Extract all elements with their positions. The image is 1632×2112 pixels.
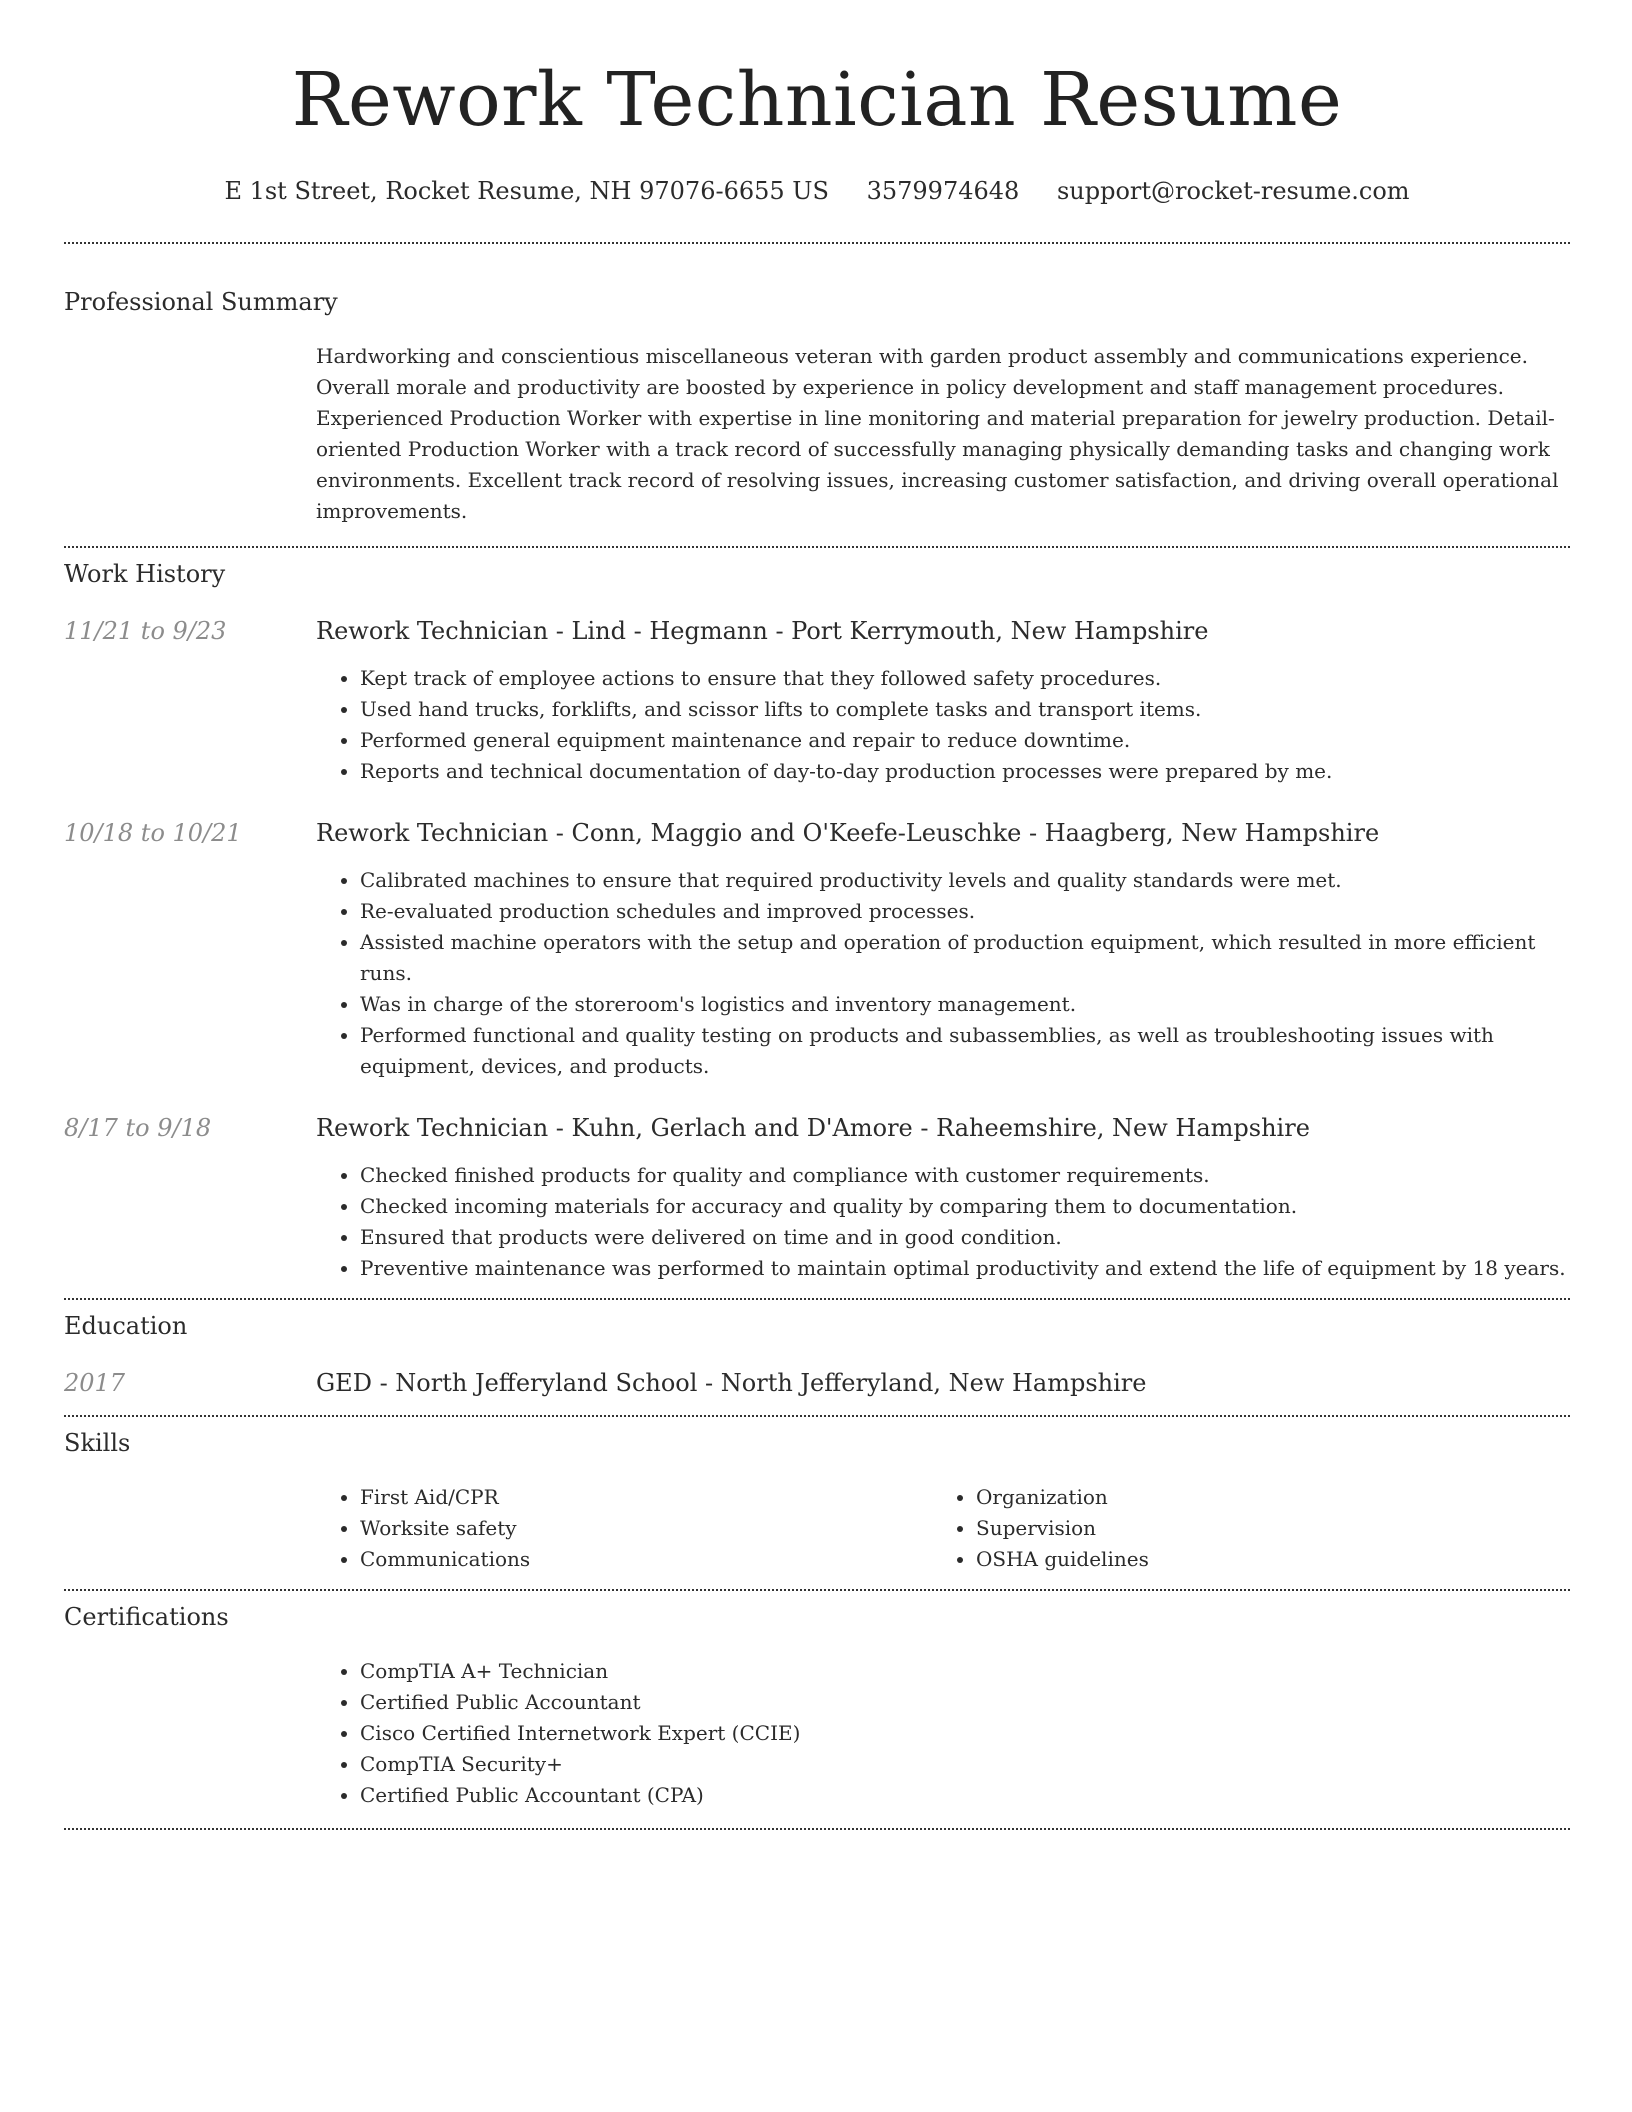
contact-email: support@rocket-resume.com [1056, 177, 1410, 205]
list-item: • CompTIA Security+ [360, 1749, 1570, 1780]
list-item: • Re-evaluated production schedules and improved processes. [360, 896, 1570, 927]
skills-right-column [932, 1482, 1548, 1575]
certifications-heading: Certifications [64, 1603, 229, 1631]
skills-left-column [316, 1482, 932, 1575]
education-degree: GED - North Jefferyland School - North Jefferyland, New Hampshire [316, 1369, 1147, 1397]
list-item: • Assisted machine operators with the setup and operation of production equipment, which resulted in more efficient runs. [360, 927, 1570, 989]
education-section [64, 1311, 1570, 1399]
job-dates: 11/21 to 9/23 [64, 617, 227, 645]
list-item: • First Aid/CPR [360, 1482, 932, 1513]
divider [64, 546, 1570, 548]
job-dates: 10/18 to 10/21 [64, 819, 242, 847]
list-item: • Supervision [976, 1513, 1548, 1544]
list-item: • Calibrated machines to ensure that required productivity levels and quality standards were met. [360, 865, 1570, 896]
contact-phone: 3579974648 [866, 177, 1020, 205]
summary-text: Hardworking and conscientious miscellaneous veteran with garden product assembly and communications experience. Overall morale and productivity are boosted by experience in policy development and staff management procedures. Experienced Production Worker with expertise in line monitoring and material preparation for jewelry production. Detail-oriented Production Worker with a track record of successfully managing physically demanding tasks and changing work environments. Excellent track record of resolving issues, increasing customer satisfaction, and driving overall operational improvements. [316, 344, 1559, 523]
contact-line [64, 176, 1570, 206]
list-item: • Certified Public Accountant [360, 1687, 1570, 1718]
list-item: • Preventive maintenance was performed to maintain optimal productivity and extend the life of equipment by 18 years. [360, 1253, 1570, 1284]
job-title: Rework Technician - Kuhn, Gerlach and D'Amore - Raheemshire, New Hampshire [316, 1114, 1310, 1142]
list-item: • Organization [976, 1482, 1548, 1513]
job-header [64, 615, 1570, 647]
job-entry [64, 615, 1570, 787]
skills-heading: Skills [64, 1429, 131, 1457]
divider [64, 1415, 1570, 1417]
summary-heading: Professional Summary [64, 288, 338, 316]
job-header [64, 1112, 1570, 1144]
summary-section [64, 287, 1570, 527]
education-year: 2017 [64, 1369, 126, 1397]
list-item: • OSHA guidelines [976, 1544, 1548, 1575]
education-entry [64, 1367, 1570, 1399]
list-item: • Kept track of employee actions to ensure that they followed safety procedures. [360, 663, 1570, 694]
list-item: • Reports and technical documentation of day-to-day production processes were prepared by me. [360, 756, 1570, 787]
list-item: • Was in charge of the storeroom's logistics and inventory management. [360, 989, 1570, 1020]
job-entry [64, 817, 1570, 1082]
job-entry [64, 1112, 1570, 1284]
contact-address: E 1st Street, Rocket Resume, NH 97076-6655 US [224, 177, 829, 205]
resume-title: Rework Technician Resume [291, 57, 1343, 143]
list-item: • CompTIA A+ Technician [360, 1656, 1570, 1687]
resume-page [64, 0, 1570, 1830]
education-heading: Education [64, 1312, 188, 1340]
job-title: Rework Technician - Lind - Hegmann - Port Kerrymouth, New Hampshire [316, 617, 1209, 645]
list-item: • Ensured that products were delivered on time and in good condition. [360, 1222, 1570, 1253]
list-item: • Checked finished products for quality and compliance with customer requirements. [360, 1160, 1570, 1191]
list-item: • Used hand trucks, forklifts, and scissor lifts to complete tasks and transport items. [360, 694, 1570, 725]
certifications-section [64, 1602, 1570, 1811]
divider [64, 242, 1570, 244]
list-item: • Certified Public Accountant (CPA) [360, 1780, 1570, 1811]
skills-columns [316, 1482, 1570, 1575]
job-duties [316, 1160, 1570, 1284]
list-item: • Checked incoming materials for accuracy and quality by comparing them to documentation. [360, 1191, 1570, 1222]
job-duties [316, 663, 1570, 787]
list-item: • Communications [360, 1544, 932, 1575]
divider [64, 1589, 1570, 1591]
certifications-list [316, 1656, 1570, 1811]
job-dates: 8/17 to 9/18 [64, 1114, 212, 1142]
job-header [64, 817, 1570, 849]
skills-section [64, 1428, 1570, 1575]
list-item: • Performed functional and quality testing on products and subassemblies, as well as troubleshooting issues with equipment, devices, and products. [360, 1020, 1570, 1082]
list-item: • Cisco Certified Internetwork Expert (CCIE) [360, 1718, 1570, 1749]
list-item: • Worksite safety [360, 1513, 932, 1544]
job-duties [316, 865, 1570, 1082]
work-heading: Work History [64, 560, 226, 588]
list-item: • Performed general equipment maintenance and repair to reduce downtime. [360, 725, 1570, 756]
divider [64, 1828, 1570, 1830]
work-section [64, 559, 1570, 1284]
job-title: Rework Technician - Conn, Maggio and O'Keefe-Leuschke - Haagberg, New Hampshire [316, 819, 1380, 847]
divider [64, 1298, 1570, 1300]
